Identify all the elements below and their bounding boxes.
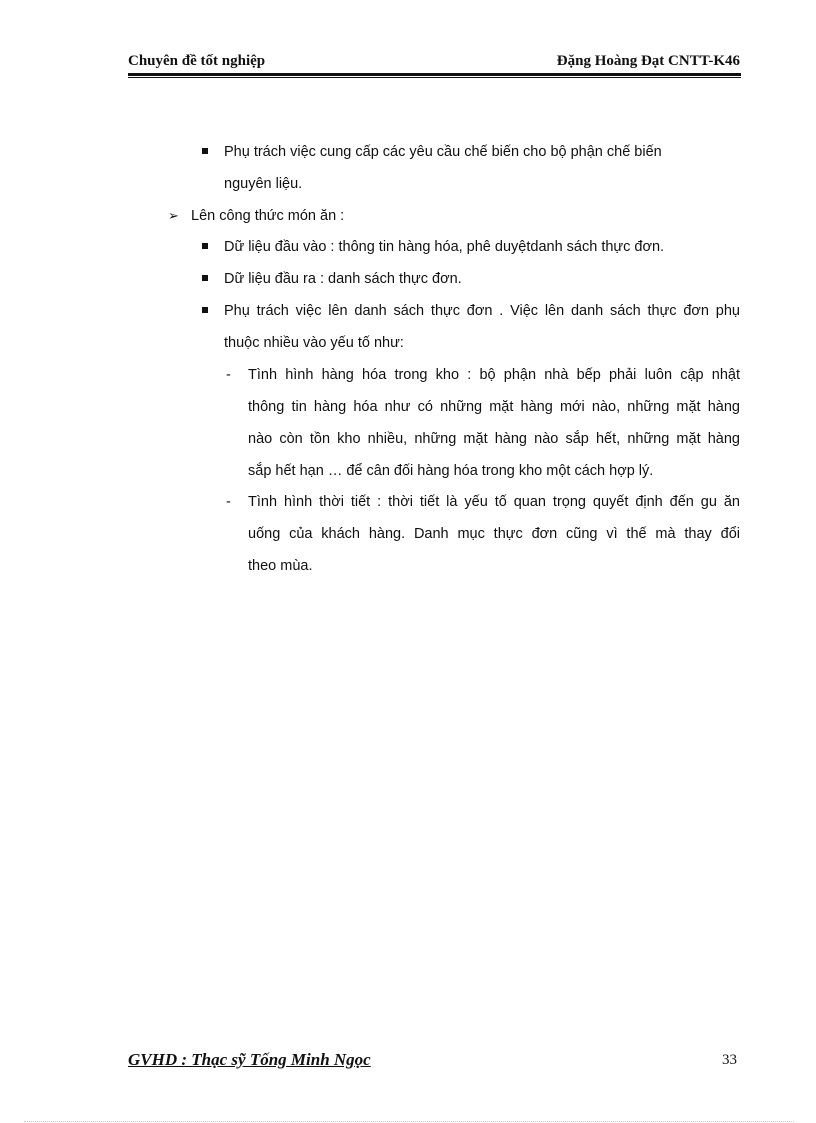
header-rule [128, 73, 741, 76]
page-bottom-edge [24, 1121, 794, 1122]
dash-1-line-1: Tình hình hàng hóa trong kho : bộ phận nhà bếp phải luôn cập nhật [248, 367, 740, 383]
dash-1-line-4: sắp hết hạn … để cân đối hàng hóa trong kho một cách hợp lý. [248, 463, 654, 479]
arrow-item-text: Lên công thức món ăn : [191, 208, 345, 224]
dash-1-line-2: thông tin hàng hóa như có những mặt hàng mới nào, những mặt hàng [248, 399, 740, 415]
arrow-bullet-icon: ➢ [168, 208, 179, 223]
square-bullet-icon [202, 148, 208, 154]
page-header [128, 52, 740, 74]
dash-bullet-icon: - [226, 367, 231, 383]
bullet-3-text: Dữ liệu đầu ra : danh sách thực đơn. [224, 271, 462, 287]
dash-2-line-3: theo mùa. [248, 558, 313, 574]
header-right-author: Đặng Hoàng Đạt CNTT-K46 [556, 53, 740, 69]
dash-bullet-icon: - [226, 494, 231, 510]
footer-advisor: GVHD : Thạc sỹ Tống Minh Ngọc [128, 1050, 371, 1069]
bullet-4-line-1: Phụ trách việc lên danh sách thực đơn . Việc lên danh sách thực đơn phụ [224, 303, 740, 319]
page-number: 33 [722, 1052, 737, 1068]
square-bullet-icon [202, 275, 208, 281]
dash-1-line-3: nào còn tồn kho nhiều, những mặt hàng nào sắp hết, những mặt hàng [248, 431, 740, 447]
header-left-title: Chuyên đề tốt nghiệp [128, 53, 266, 69]
bullet-4-line-2: thuộc nhiều vào yếu tố như: [224, 335, 404, 351]
dash-2-line-1: Tình hình thời tiết : thời tiết là yếu tố quan trọng quyết định đến gu ăn [248, 494, 740, 510]
header-rule-thin [128, 77, 741, 78]
square-bullet-icon [202, 307, 208, 313]
dash-2-line-2: uống của khách hàng. Danh mục thực đơn cũng vì thế mà thay đổi [248, 526, 740, 542]
bullet-1-line-2: nguyên liệu. [224, 176, 303, 192]
bullet-2-text: Dữ liệu đầu vào : thông tin hàng hóa, phê duyệtdanh sách thực đơn. [224, 239, 665, 255]
square-bullet-icon [202, 243, 208, 249]
bullet-1-line-1: Phụ trách việc cung cấp các yêu cầu chế biến cho bộ phận chế biến [224, 144, 662, 160]
